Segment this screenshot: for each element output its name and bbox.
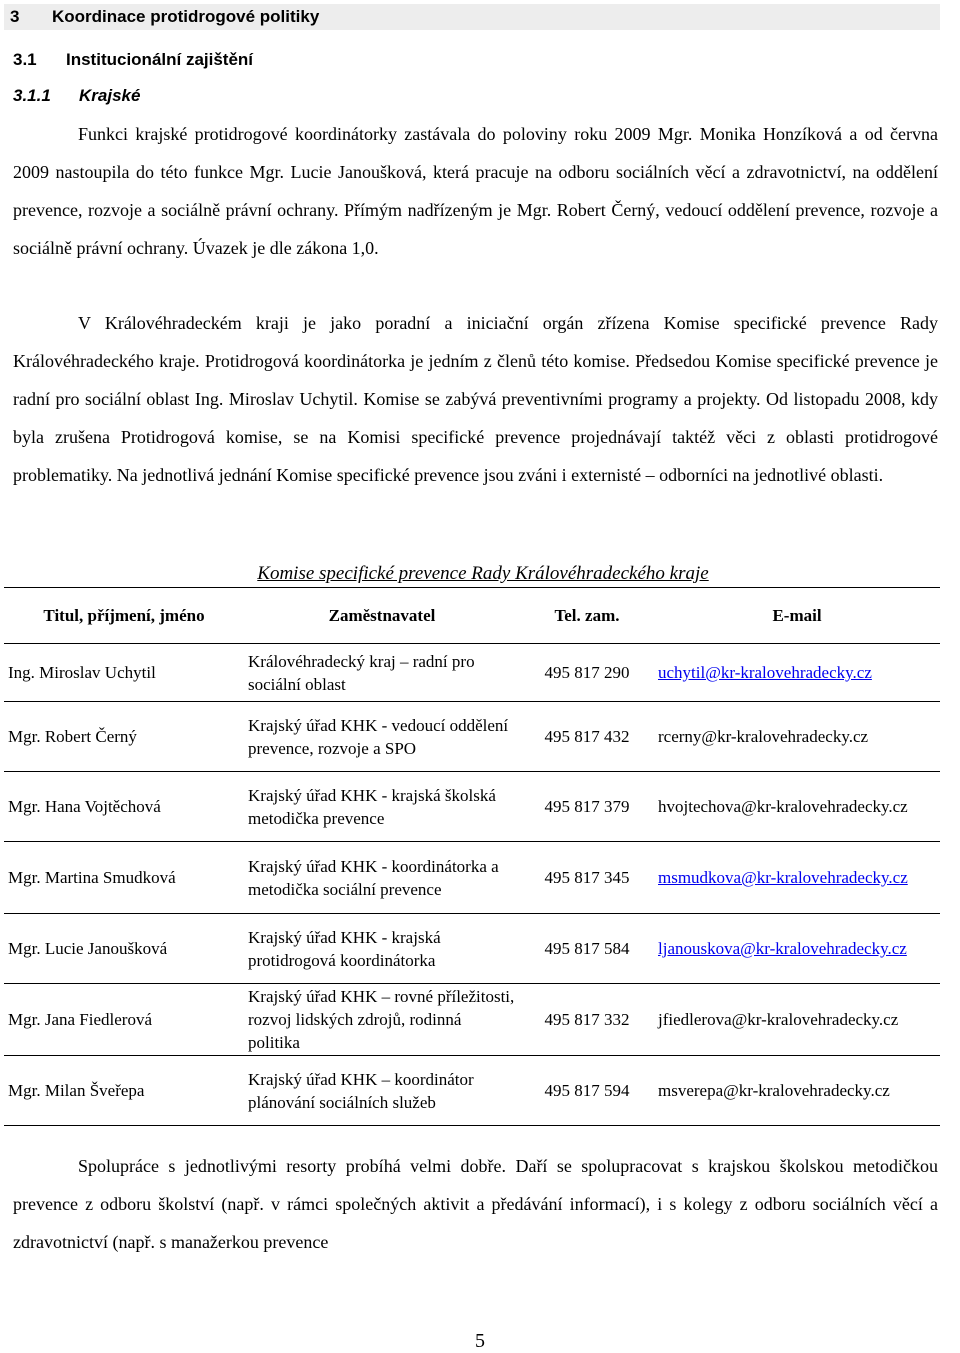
table-row bbox=[4, 702, 940, 772]
subsection-number: 3.1 bbox=[13, 50, 37, 69]
member-email-cell: jfiedlerova@kr-kralovehradecky.cz bbox=[658, 1010, 899, 1029]
member-name-cell: Mgr. Milan Šveřepa bbox=[8, 1081, 145, 1100]
subsection-heading bbox=[13, 48, 254, 72]
member-phone-cell: 495 817 332 bbox=[544, 1010, 630, 1029]
table-caption: Komise specifické prevence Rady Královéhradeckého kraje bbox=[257, 563, 709, 584]
email-link[interactable]: uchytil@kr-kralovehradecky.cz bbox=[658, 663, 872, 682]
member-phone-cell: 495 817 432 bbox=[544, 727, 630, 746]
column-header-email: E-mail bbox=[654, 588, 940, 644]
subsubsection-heading bbox=[13, 84, 141, 108]
email-link[interactable]: ljanouskova@kr-kralovehradecky.cz bbox=[658, 939, 907, 958]
table-row bbox=[4, 772, 940, 842]
member-employer-cell: Krajský úřad KHK – koordinátor plánování sociálních služeb bbox=[248, 1069, 474, 1112]
section-number: 3 bbox=[10, 7, 20, 26]
table-row bbox=[4, 1056, 940, 1126]
column-header-phone: Tel. zam. bbox=[520, 588, 654, 644]
table-row bbox=[4, 914, 940, 984]
subsubsection-title: Krajské bbox=[79, 86, 141, 105]
member-email-cell bbox=[654, 644, 940, 702]
subsubsection-number: 3.1.1 bbox=[13, 86, 51, 105]
member-employer-cell: Krajský úřad KHK - koordinátorka a metodička sociální prevence bbox=[248, 856, 499, 899]
member-email-cell bbox=[654, 914, 940, 984]
page-number: 5 bbox=[475, 1330, 485, 1352]
email-link[interactable]: msmudkova@kr-kralovehradecky.cz bbox=[658, 868, 908, 887]
member-email-cell: hvojtechova@kr-kralovehradecky.cz bbox=[658, 797, 908, 816]
commission-members-table bbox=[4, 587, 940, 1126]
member-employer-cell: Krajský úřad KHK - vedoucí oddělení prevence, rozvoje a SPO bbox=[248, 715, 509, 758]
member-name-cell: Ing. Miroslav Uchytil bbox=[8, 663, 156, 682]
member-email-cell bbox=[654, 842, 940, 914]
member-phone-cell: 495 817 584 bbox=[544, 939, 630, 958]
paragraph-commission: V Královéhradeckém kraji je jako poradní a iniciační orgán zřízena Komise specifické prevence Rady Královéhradeckého kraje. Protidrogová koordinátorka je jedním z členů této komise. Předsedou Komise specifické prevence je radní pro sociální oblast Ing. Miroslav Uchytil. Komise se zabývá preventivními programy a projekty. Od listopadu 2008, kdy byla zrušena Protidrogová komise, se na Komisi specifické prevence projednávají taktéž věci z oblasti protidrogové problematiky. Na jednotlivá jednání Komise specifické prevence jsou zváni i externisté – odborníci na jednotlivé oblasti. bbox=[13, 313, 938, 485]
member-phone-cell: 495 817 594 bbox=[544, 1081, 630, 1100]
member-employer-cell: Krajský úřad KHK - krajská protidrogová koordinátorka bbox=[248, 927, 441, 970]
member-employer-cell: Krajský úřad KHK - krajská školská metodička prevence bbox=[248, 785, 496, 828]
section-heading bbox=[4, 4, 940, 30]
member-name-cell: Mgr. Martina Smudková bbox=[8, 868, 176, 887]
member-name-cell: Mgr. Robert Černý bbox=[8, 727, 137, 746]
paragraph-coordinator: Funkci krajské protidrogové koordinátorky zastávala do poloviny roku 2009 Mgr. Monika Honzíková a od června 2009 nastoupila do této funkce Mgr. Lucie Janoušková, která pracuje na odboru sociálních věcí a zdravotnictví, na oddělení prevence, rozvoje a sociálně právní ochrany. Přímým nadřízeným je Mgr. Robert Černý, vedoucí oddělení prevence, rozvoje a sociálně právní ochrany. Úvazek je dle zákona 1,0. bbox=[13, 124, 938, 258]
table-row bbox=[4, 984, 940, 1056]
member-name-cell: Mgr. Lucie Janoušková bbox=[8, 939, 168, 958]
member-phone-cell: 495 817 345 bbox=[544, 868, 630, 887]
member-email-cell: rcerny@kr-kralovehradecky.cz bbox=[658, 727, 869, 746]
column-header-name: Titul, příjmení, jméno bbox=[4, 588, 244, 644]
table-header-row bbox=[4, 588, 940, 644]
member-name-cell: Mgr. Hana Vojtěchová bbox=[8, 797, 161, 816]
subsection-title: Institucionální zajištění bbox=[66, 50, 254, 69]
table-row bbox=[4, 644, 940, 702]
member-employer-cell: Královéhradecký kraj – radní pro sociální oblast bbox=[248, 651, 475, 694]
member-phone-cell: 495 817 379 bbox=[544, 797, 630, 816]
paragraph-cooperation: Spolupráce s jednotlivými resorty probíhá velmi dobře. Daří se spolupracovat s krajskou školskou metodičkou prevence z odboru školství (např. v rámci společných aktivit a předávání informací), i s kolegy z odboru sociálních věcí a zdravotnictví (např. s manažerkou prevence bbox=[13, 1156, 938, 1252]
member-name-cell: Mgr. Jana Fiedlerová bbox=[8, 1010, 152, 1029]
section-title: Koordinace protidrogové politiky bbox=[52, 7, 320, 26]
table-body bbox=[4, 644, 940, 1126]
member-phone-cell: 495 817 290 bbox=[544, 663, 630, 682]
member-employer-cell: Krajský úřad KHK – rovné příležitosti, rozvoj lidských zdrojů, rodinná politika bbox=[248, 987, 515, 1052]
table-row bbox=[4, 842, 940, 914]
column-header-employer: Zaměstnavatel bbox=[244, 588, 520, 644]
member-email-cell: msverepa@kr-kralovehradecky.cz bbox=[658, 1081, 890, 1100]
